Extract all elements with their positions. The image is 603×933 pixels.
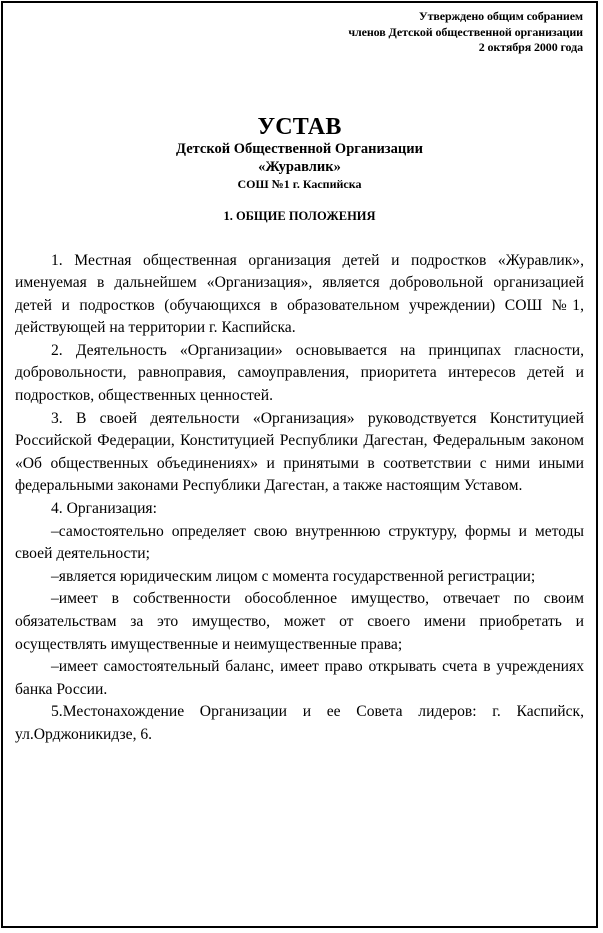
approval-note: [15, 9, 584, 56]
charter-document: [15, 9, 584, 747]
paragraph: 2. Деятельность «Организации» основывается на принципах гласности, добровольности, равноправия, самоуправления, приоритета интересов детей и подростков, общественных ценностей.: [15, 341, 584, 405]
title-block: [15, 114, 584, 193]
list-item: –является юридическим лицом с момента государственной регистрации;: [51, 567, 536, 585]
approval-line: членов Детской общественной организации: [348, 24, 583, 39]
paragraph: 4. Организация:: [51, 500, 157, 518]
body-text: [15, 250, 584, 747]
paragraph: 5.Местонахождение Организации и ее Совета лидеров: г. Каспийск, ул.Орджоникидзе, 6.: [15, 703, 584, 743]
document-frame: [1, 1, 598, 928]
school-name: СОШ №1 г. Каспийска: [237, 176, 362, 191]
list-item: –самостоятельно определяет свою внутреннюю структуру, формы и методы своей деятельности;: [15, 522, 584, 563]
approval-line: Утверждено общим собранием: [418, 9, 583, 23]
paragraph: 1. Местная общественная организация детей и подростков «Журавлик», именуемая в дальнейшем «Организация», является добровольной организацией детей и подростков (обучающихся в образовательном учреждении) СОШ №1, действующей на территории г. Каспийска.: [15, 251, 584, 337]
document-title: УСТАВ: [257, 113, 342, 140]
list-item: –имеет самостоятельный баланс, имеет право открывать счета в учреждениях банка России.: [15, 658, 584, 698]
approval-date: 2 октября 2000 года: [478, 40, 583, 54]
list-item: –имеет в собственности обособленное имущество, отвечает по своим обязательствам за это имущество, может от своего имени приобретать и осуществлять имущественные и неимущественные права;: [15, 590, 584, 653]
organization-label: «Журавлик»: [258, 158, 341, 175]
paragraph: 3. В своей деятельности «Организация» руководствуется Конституцией Российской Федерации, Конституцией Республики Дагестан, Федеральным законом «Об общественных объединениях» и принятыми в соответствии с ними иными федеральными законами Республики Дагестан, а также настоящим Уставом.: [15, 409, 584, 495]
organization-name: Детской Общественной Организации: [176, 140, 423, 157]
section-heading: 1. ОБЩИЕ ПОЛОЖЕНИЯ: [223, 208, 376, 223]
